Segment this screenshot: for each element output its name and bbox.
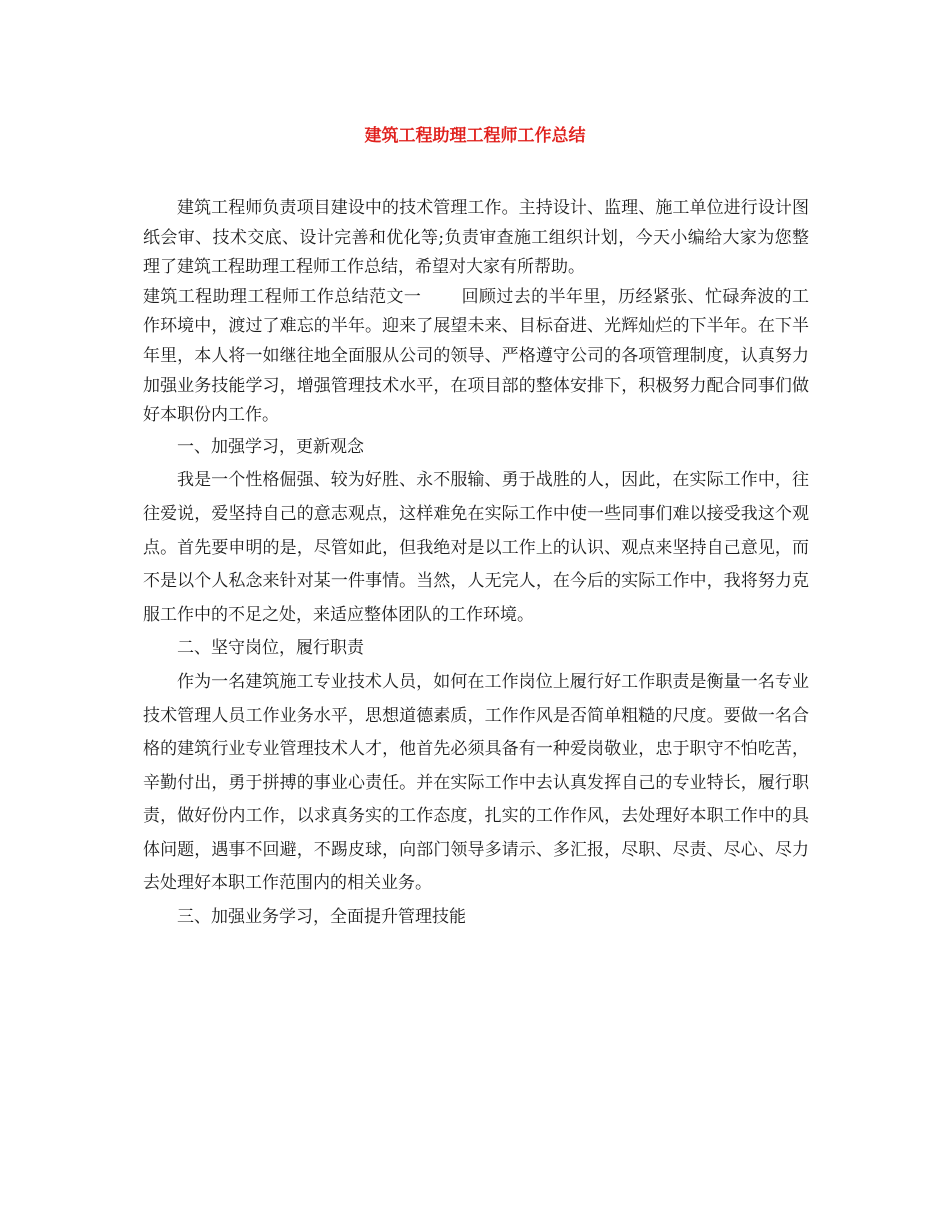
sample-paragraph (143, 283, 809, 431)
section-heading-2: 二、坚守岗位，履行职责 (177, 638, 364, 659)
sample-opening: 回顾过去的半年里，历经紧张、忙碌奔波的工作环境中，渡过了难忘的半年。迎来了展望未来、目标奋进、光辉灿烂的下半年。在下半年里，本人将一如继往地全面服从公司的领导、严格遵守公司的各项管理制度，认真努力加强业务技能学习，增强管理技术水平，在项目部的整体安排下，积极努力配合同事们做好本职份内工作。 (143, 286, 810, 426)
section-text-2: 作为一名建筑施工专业技术人员，如何在工作岗位上履行好工作职责是衡量一名专业技术管理人员工作业务水平，思想道德素质，工作作风是否简单粗糙的尺度。要做一名合格的建筑行业专业管理技术人才，他首先必须具备有一种爱岗敬业，忠于职守不怕吃苦，辛勤付出，勇于拼搏的事业心责任。并在实际工作中去认真发挥自己的专业特长，履行职责，做好份内工作，以求真务实的工作态度，扎实的工作作风，去处理好本职工作中的具体问题，遇事不回避，不踢皮球，向部门领导多请示、多汇报，尽职、尽责、尽心、尽力去处理好本职工作范围内的相关业务。 (143, 671, 809, 894)
intro-paragraph: 建筑工程师负责项目建设中的技术管理工作。主持设计、监理、施工单位进行设计图纸会审、技术交底、设计完善和优化等;负责审查施工组织计划，今天小编给大家为您整理了建筑工程助理工程师工作总结，希望对大家有所帮助。 (143, 198, 809, 278)
sample-title: 建筑工程助理工程师工作总结范文一 (143, 286, 422, 307)
document-title: 建筑工程助理工程师工作总结 (364, 126, 586, 146)
section-heading-1: 一、加强学习，更新观念 (177, 436, 364, 457)
document-body (143, 194, 809, 935)
section-heading-3: 三、加强业务学习，全面提升管理技能 (177, 907, 466, 928)
section-text-1: 我是一个性格倔强、较为好胜、永不服输、勇于战胜的人，因此，在实际工作中，往往爱说，爱坚持自己的意志观点，这样难免在实际工作中使一些同事们难以接受我这个观点。首先要申明的是，尽管如此，但我绝对是以工作上的认识、观点来坚持自己意见，而不是以个人私念来针对某一件事情。当然，人无完人，在今后的实际工作中，我将努力克服工作中的不足之处，来适应整体团队的工作环境。 (143, 470, 809, 625)
